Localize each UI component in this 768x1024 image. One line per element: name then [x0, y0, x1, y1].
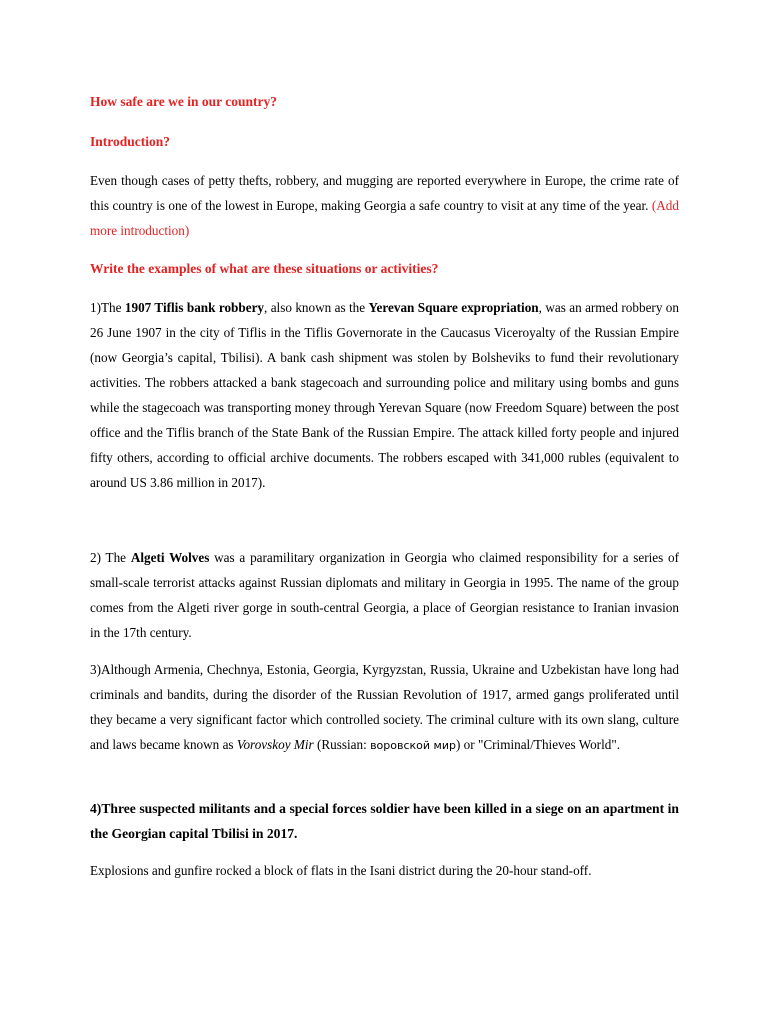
introduction-text: Even though cases of petty thefts, robbery, and mugging are reported everywhere in Europe, the crime rate of this country is one of the lowest in Europe, making Georgia a safe country to visit at any time of the year.	[90, 173, 679, 213]
algeti-wolves-term: Algeti Wolves	[130, 550, 210, 565]
example-1-body: , was an armed robbery on 26 June 1907 in the city of Tiflis in the Tiflis Governorate in the Caucasus Viceroyalty of the Russian Empire (now Georgia’s capital, Tbilisi). A bank cash shipment was stolen by Bolsheviks to fund their revolutionary activities. The robbers attacked a bank stagecoach and surrounding police and military using bombs and guns while the stagecoach was transporting money through Yerevan Square (now Freedom Square) between the post office and the Tiflis branch of the State Bank of the Russian Empire. The attack killed forty people and injured fifty others, according to official archive documents. The robbers escaped with 341,000 rubles (equivalent to around US 3.86 million in 2017).	[90, 300, 679, 490]
document-title: How safe are we in our country?	[90, 94, 277, 109]
examples-heading: Write the examples of what are these situations or activities?	[90, 261, 439, 276]
example-3-body: 3)Although Armenia, Chechnya, Estonia, Georgia, Kyrgyzstan, Russia, Ukraine and Uzbekistan have long had criminals and bandits, during the disorder of the Russian Revolution of 1917, armed gangs proliferated until they became a very significant factor which controlled society. The criminal culture with its own slang, culture and laws became known as	[90, 662, 679, 752]
example-1-prefix: 1)The	[90, 300, 125, 315]
add-more-note: (Add more introduction)	[90, 198, 679, 238]
example-2-prefix: 2) The	[90, 550, 131, 565]
vorovskoy-mir-term: Vorovskoy Mir	[236, 737, 314, 752]
example-4-headline: 4)Three suspected militants and a special forces soldier have been killed in a siege on an apartment in the Georgian capital Tbilisi in 2017.	[90, 801, 679, 841]
example-1-mid: , also known as the	[264, 300, 369, 315]
example-1-paragraph	[90, 295, 679, 495]
russian-term: воровской мир	[370, 739, 456, 752]
example-3-mid: (Russian:	[313, 737, 371, 752]
example-3-paragraph	[90, 657, 679, 758]
introduction-paragraph	[90, 168, 679, 243]
example-2-paragraph	[90, 545, 679, 645]
spacer	[90, 770, 679, 796]
spacer	[90, 507, 679, 545]
yerevan-square-term: Yerevan Square expropriation	[368, 300, 539, 315]
example-3-end: ) or "Criminal/Thieves World".	[455, 737, 621, 752]
document-page	[90, 88, 679, 895]
example-2-body: was a paramilitary organization in Georgia who claimed responsibility for a series of small-scale terrorist attacks against Russian diplomats and military in Georgia in 1995. The name of the group comes from the Algeti river gorge in south-central Georgia, a place of Georgian resistance to Iranian invasion in the 17th century.	[90, 550, 680, 640]
introduction-heading: Introduction?	[90, 134, 171, 149]
example-4-paragraph: Explosions and gunfire rocked a block of flats in the Isani district during the 20-hour stand-off.	[90, 863, 592, 878]
tiflis-robbery-term: 1907 Tiflis bank robbery	[124, 300, 265, 315]
